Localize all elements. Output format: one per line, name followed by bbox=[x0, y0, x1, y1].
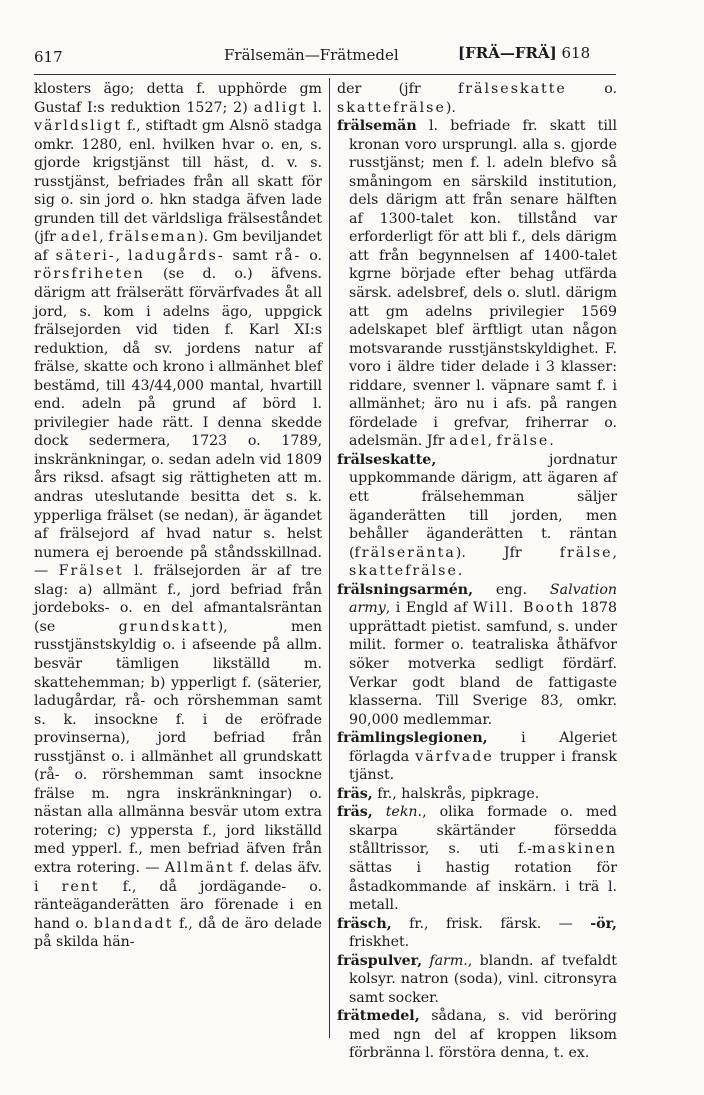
entry-fras-2: fräs, tekn., olika formade o. med skarpa skärtänder försedda stålltrissor, s. uti f.-maskinen sättas i hastig rotation för åstadkommande af inskärn. i trä l. metall. bbox=[337, 804, 617, 914]
running-title: Frälsemän—Frätmedel bbox=[224, 46, 399, 64]
entry-framlingslegionen: främlingslegionen, i Algeriet förlagda värfvade trupper i fransk tjänst. bbox=[337, 730, 617, 784]
entry-frasch: fräsch, fr., frisk. färsk. — -ör, friskhet. bbox=[337, 915, 617, 951]
entry-fralseskatte: frälseskatte, jordnatur uppkommande därigm, att ägaren af ett frälsehemman säljer äganderätten till jorden, men behåller äganderätten t. räntan (frälseränta). Jfr frälse, skattefrälse. bbox=[337, 451, 617, 580]
entry-fraspulver: fräspulver, farm., blandn. af tvefaldt kolsyr. natron (soda), vinl. citronsyra samt socker. bbox=[337, 952, 617, 1006]
page-number-left: 617 bbox=[34, 48, 63, 66]
left-column bbox=[34, 80, 322, 952]
entry-fralseman: frälsemän l. befriade fr. skatt till kronan voro ursprungl. alla s. gjorde russtjänst; men f. l. adeln blefvo så småningom en särskild institution, dels därigm att från senare hälften af 1300-talet kon. tillstånd var erforderligt för att bli f., dels därigm att från begynnelsen af 1400-talet kgrne började efter behag utfärda särsk. adelsbref, dels o. slutl. därigm att gm adelns privilegier 1569 adelskapet blef ärftligt utan någon motsvarande russtjänstskyldighet. F. voro i äldre tider delade i 3 klasser: riddare, svenner l. väpnare samt f. i allmänhet; äro nu i afs. på rangen fördelade i grefvar, friherrar o. adelsmän. Jfr adel, frälse. bbox=[337, 118, 617, 450]
column-divider bbox=[329, 78, 330, 1038]
header-range: [FRÄ—FRÄ] bbox=[458, 44, 557, 62]
right-column bbox=[337, 80, 617, 1063]
entry-fralsningsarmen: frälsningsarmén, eng. Salvation army, i Engld af Will. Booth 1878 upprättadt pietist. samfund, s. under milit. former o. teatraliska åthäfvor söker motverka sedligt fördärf. Verkar godt bland de fattigaste klasserna. Till Sverige 83, omkr. 90,000 medlemmar. bbox=[337, 581, 617, 728]
header-rule bbox=[34, 74, 616, 75]
entry-continuation-right: der (jfr frälseskatte o. skattefrälse). bbox=[337, 81, 618, 116]
entry-fras-1: fräs, fr., halskrås, pipkrage. bbox=[337, 785, 540, 802]
entry-continuation: klosters ägo; detta f. upphörde gm Gustaf I:s reduktion 1527; 2) adligt l. världsligt f., stiftadt gm Alsnö stadga omkr. 1280, enl. hvilken hvar o. en, s. gjorde krigstjänst till häst, d. v. s. russtjänst, befriades från all skatt för sig o. sin jord o. hkn stadga äfven lade grunden till det världsliga frälseståndet (jfr adel, frälseman). Gm beviljandet af säteri-, ladugårds- samt rå- o. rörsfriheten (se d. o.) äfvens. därigm att frälserätt förvärfvades åt all jord, s. kom i adelns ägo, uppgick frälsejorden vid tiden f. Karl XI:s reduktion, då sv. jordens natur af frälse, skatte och krono i allmänhet blef bestämd, till 43/44,000 mantal, hvartill end. adeln på grund af börd l. privilegier hade rätt. I denna skedde dock sedermera, 1723 o. 1789, inskränkningar, o. sedan adeln vid 1809 års riksd. afsagt sig rättigheten att m. andras uteslutande besitta det s. k. ypperliga frälset (se nedan), är ägandet af frälsejord af hvad natur s. helst numera ej beroende på ståndsskillnad. — Frälset l. frälsejorden är af tre slag: a) allmänt f., jord befriad från jordeboks- o. en del afmantalsräntan (se grundskatt), men russtjänstskyldig o. i afseende på allm. besvär tämligen likställd m. skattehemman; b) ypperligt f. (säterier, ladugårdar, rå- och rörshemman samt s. k. insockne f. i de eröfrade provinserna), jord befriad från russtjänst o. i allmänhet all grundskatt (rå- o. rörshemman samt insockne frälse m. ngra inskränkningar) o. nästan alla allmänna besvär utom extra rotering; c) yppersta f., jord likställd med ypperl. f., men befriad äfven från extra rotering. — Allmänt f. delas äfv. i rent f., då jordägande- o. ränteäganderätten äro förenade i en hand o. blandadt f., då de äro delade på skilda hän- bbox=[34, 81, 323, 951]
page-number-right: 618 bbox=[561, 44, 591, 62]
page-header bbox=[0, 0, 704, 72]
entry-fratmedel: frätmedel, sådana, s. vid beröring med ngn del af kroppen liksom förbränna l. förstöra denna, t. ex. bbox=[337, 1008, 617, 1062]
header-range-block bbox=[458, 44, 590, 62]
